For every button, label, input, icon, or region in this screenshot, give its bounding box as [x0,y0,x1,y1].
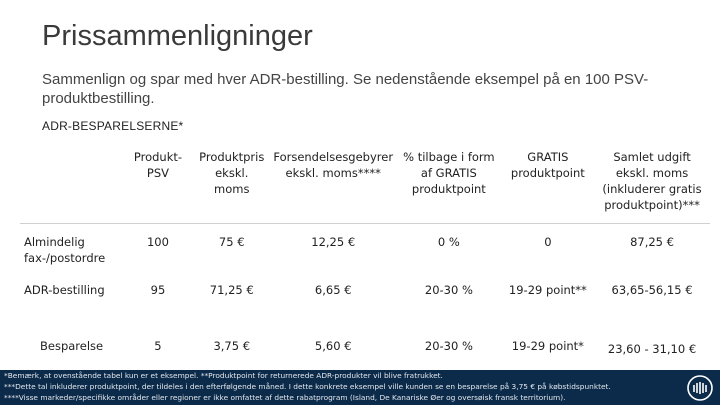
table-cell: 6,65 € [314,283,352,297]
table-cell: 0 [544,234,552,249]
table-cell: 63,65-56,15 € [611,283,693,297]
table-cell: 5 [154,339,162,353]
header-empty [20,140,123,223]
table-cell: 3,75 € [213,339,251,353]
table-row [20,334,710,361]
footnote-3: ****Visse markeder/specifikke områder eller regioner er ikke omfattet af dette rabatprogram (Island, De Kanariske Øer og oversøisk fransk territorium). [4,393,566,402]
table-cell: 19-29 point** [508,283,587,297]
header-shipping-fees: Forsendelsesgebyrer ekskl. moms**** [273,150,394,180]
header-total-cost: Samlet udgift ekskl. moms (inkluderer gratis produktpoint)*** [602,150,702,212]
header-product-price: Produktpris ekskl. moms [199,150,265,196]
table-row [20,278,710,334]
table-cell: 0 % [437,234,460,249]
slide-subtitle: Sammenlign og spar med hver ADR-bestilling. Se nedenstående eksempel på en 100 PSV-produktbestilling. [42,71,649,107]
table-cell: 71,25 € [209,283,254,297]
footnote-1: *Bemærk, at ovenstående tabel kun er et eksempel. **Produktpoint for returnerede ADR-produkter vil blive fratrukket. [4,371,443,380]
header-free-points: GRATIS produktpoint [510,150,585,180]
table-header-row [20,140,710,223]
price-comparison-table [20,140,710,361]
table-cell: 20-30 % [424,283,473,297]
row-label: Almindelig fax-/postordre [24,234,106,265]
table-cell: 5,60 € [314,339,352,353]
header-product-psv: Produkt-PSV [133,150,183,180]
table-cell: 100 [146,234,169,249]
row-label: Besparelse [40,339,104,353]
table-cell: 20-30 % [424,339,473,353]
header-percent-back: % tilbage i form af GRATIS produktpoint [403,150,495,196]
row-label: ADR-bestilling [24,283,105,297]
footnote-bar [0,370,720,405]
table-cell: 23,60 - 31,10 € [607,342,697,356]
slide-title: Prissammenligninger [42,20,313,52]
section-label: ADR-BESPARELSERNE* [42,119,184,133]
table-cell: 95 [150,283,166,297]
table-cell: 75 € [218,234,245,249]
table-cell: 12,25 € [311,234,356,249]
table-row [20,223,710,278]
table-cell: 87,25 € [630,234,674,249]
footnote-2: ***Dette tal inkluderer produktpoint, der tildeles i den efterfølgende måned. I dette konkrete eksempel ville kunden se en besparelse på 3,75 € på købstidspunktet. [4,382,611,391]
company-logo-icon [686,374,714,402]
table-cell: 19-29 point* [511,339,584,353]
